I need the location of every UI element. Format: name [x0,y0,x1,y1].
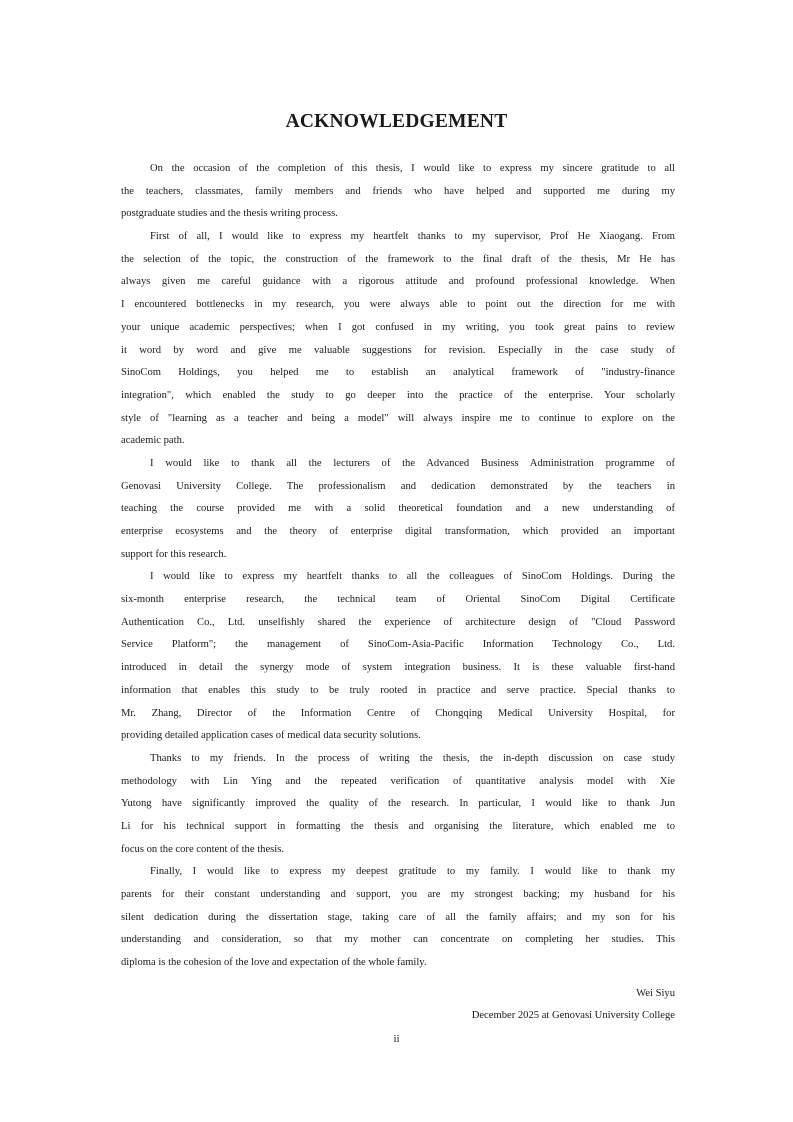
paragraph-line: Thanks to my friends. In the process of writing the thesis, the in-depth discussion on case study [150,752,675,764]
paragraph-line: teaching the course provided me with a solid theoretical foundation and a new understanding of [121,503,675,515]
paragraph-line: diploma is the cohesion of the love and expectation of the whole family. [121,957,427,969]
paragraph-line: style of "learning as a teacher and being a model" will always inspire me to continue to explore on the [121,412,675,424]
acknowledgement-body [121,158,675,1028]
paragraph-line: understanding and consideration, so that my mother can concentrate on completing her studies. This [121,934,675,946]
signature-name: Wei Siyu [636,987,675,999]
paragraph-line: SinoCom Holdings, you helped me to establish an analytical framework of "industry-finance [121,367,675,379]
paragraph-line: integration", which enabled the study to go deeper into the practice of the enterprise. Your scholarly [121,389,675,401]
paragraph-line: I would like to express my heartfelt thanks to all the colleagues of SinoCom Holdings. During the [150,571,675,583]
paragraph-line: Genovasi University College. The professionalism and dedication demonstrated by the teachers in [121,480,675,492]
paragraph-line: enterprise ecosystems and the theory of enterprise digital transformation, which provided an important [121,526,675,537]
paragraph-line: introduced in detail the synergy mode of system integration business. It is these valuable first-hand [121,662,675,674]
paragraph-line: always given me careful guidance with a rigorous attitude and profound professional knowledge. When [121,276,675,288]
paragraph-line: focus on the core content of the thesis. [121,843,284,855]
paragraph-line: postgraduate studies and the thesis writing process. [121,208,338,220]
paragraph-line: your unique academic perspectives; when I got confused in my writing, you took great pains to review [121,321,675,333]
paragraph-line: information that enables this study to be truly rooted in practice and serve practice. Special thanks to [121,684,675,696]
page-title: ACKNOWLEDGEMENT [285,111,508,132]
signature-block [121,983,675,1028]
paragraph-line: it word by word and give me valuable suggestions for revision. Especially in the case study of [121,344,675,356]
paragraph-line: silent dedication during the dissertation stage, taking care of all the family affairs; and my son for his [121,911,675,923]
paragraph-line: Finally, I would like to express my deepest gratitude to my family. I would like to thank my [150,866,675,878]
paragraph-line: methodology with Lin Ying and the repeated verification of quantitative analysis model with Xie [121,775,675,787]
paragraph-line: Yutong have significantly improved the quality of the research. In particular, I would like to thank Jun [121,798,675,810]
paragraph-line: I would like to thank all the lecturers of the Advanced Business Administration programme of [150,457,675,469]
paragraph-line: Mr. Zhang, Director of the Information Centre of Chongqing Medical University Hospital, for [121,707,675,719]
paragraph-line: providing detailed application cases of medical data security solutions. [121,730,421,742]
paragraph-line: the selection of the topic, the construction of the framework to the final draft of the thesis, Mr He has [121,253,675,265]
paragraph-line: I encountered bottlenecks in my research, you were always able to point out the direction for me with [121,299,675,311]
paragraph-line: On the occasion of the completion of this thesis, I would like to express my sincere gratitude to all [150,163,675,174]
paragraph-line: First of all, I would like to express my heartfelt thanks to my supervisor, Prof He Xiaogang. From [150,231,675,243]
paragraph-line: the teachers, classmates, family members and friends who have helped and supported me during my [121,185,675,197]
signature-date-line: December 2025 at Genovasi University College [471,1010,675,1022]
paragraph-line: six-month enterprise research, the technical team of Oriental SinoCom Digital Certificate [121,594,675,606]
paragraph-line: parents for their constant understanding and support, you are my strongest backing; my husband for his [121,889,675,900]
paragraph-line: Authentication Co., Ltd. unselfishly shared the experience of architecture design of "Cloud Password [121,616,675,628]
paragraph-line: support for this research. [121,548,227,560]
page-number: ii [393,1033,400,1045]
paragraph-line: Li for his technical support in formatting the thesis and organising the literature, which enabled me to [121,820,675,832]
paragraph-line: academic path. [121,435,185,447]
paragraph-line: Service Platform"; the management of SinoCom-Asia-Pacific Information Technology Co., Ltd. [121,639,675,651]
